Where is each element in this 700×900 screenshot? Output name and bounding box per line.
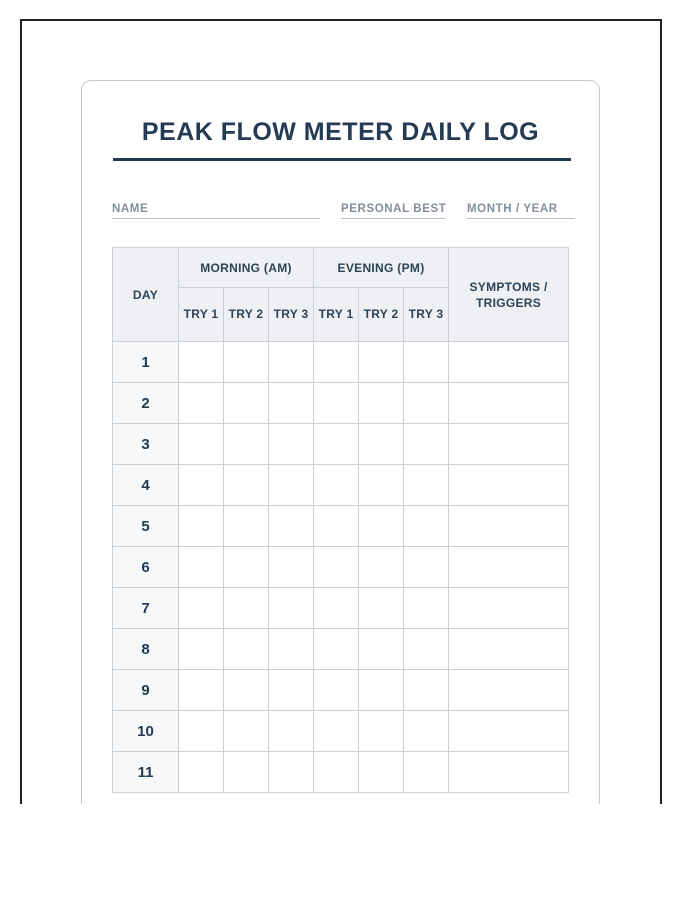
entry-cell[interactable] xyxy=(314,629,359,670)
entry-cell[interactable] xyxy=(269,506,314,547)
entry-cell[interactable] xyxy=(359,629,404,670)
entry-cell[interactable] xyxy=(359,547,404,588)
table-row xyxy=(113,588,569,629)
entry-cell[interactable] xyxy=(404,383,449,424)
entry-cell[interactable] xyxy=(404,629,449,670)
day-cell: 7 xyxy=(113,588,179,629)
symptoms-cell[interactable] xyxy=(449,383,569,424)
personal-best-field-label: PERSONAL BEST xyxy=(341,203,447,215)
entry-cell[interactable] xyxy=(224,588,269,629)
entry-cell[interactable] xyxy=(314,424,359,465)
day-cell: 8 xyxy=(113,629,179,670)
symptoms-cell[interactable] xyxy=(449,670,569,711)
day-cell: 1 xyxy=(113,342,179,383)
entry-cell[interactable] xyxy=(359,424,404,465)
entry-cell[interactable] xyxy=(359,752,404,793)
name-field[interactable] xyxy=(112,199,320,219)
entry-cell[interactable] xyxy=(404,670,449,711)
entry-cell[interactable] xyxy=(224,424,269,465)
symptoms-cell[interactable] xyxy=(449,629,569,670)
table-row xyxy=(113,670,569,711)
entry-cell[interactable] xyxy=(314,752,359,793)
table-row xyxy=(113,629,569,670)
entry-cell[interactable] xyxy=(179,342,224,383)
entry-cell[interactable] xyxy=(224,465,269,506)
peak-flow-log-table xyxy=(112,247,569,793)
entry-cell[interactable] xyxy=(269,465,314,506)
entry-cell[interactable] xyxy=(179,506,224,547)
entry-cell[interactable] xyxy=(224,752,269,793)
month-year-field[interactable] xyxy=(467,199,575,219)
entry-cell[interactable] xyxy=(269,670,314,711)
entry-cell[interactable] xyxy=(359,588,404,629)
evening-group-header: EVENING (PM) xyxy=(314,248,449,288)
entry-cell[interactable] xyxy=(179,547,224,588)
entry-cell[interactable] xyxy=(269,424,314,465)
entry-cell[interactable] xyxy=(224,670,269,711)
entry-cell[interactable] xyxy=(269,629,314,670)
entry-cell[interactable] xyxy=(314,547,359,588)
personal-best-field[interactable] xyxy=(341,199,445,219)
symptoms-cell[interactable] xyxy=(449,752,569,793)
entry-cell[interactable] xyxy=(404,547,449,588)
entry-cell[interactable] xyxy=(179,629,224,670)
entry-cell[interactable] xyxy=(179,424,224,465)
evening-try3-header: TRY 3 xyxy=(404,288,449,342)
table-row xyxy=(113,342,569,383)
symptoms-cell[interactable] xyxy=(449,424,569,465)
day-cell: 10 xyxy=(113,711,179,752)
entry-cell[interactable] xyxy=(359,670,404,711)
day-cell: 5 xyxy=(113,506,179,547)
day-cell: 3 xyxy=(113,424,179,465)
entry-cell[interactable] xyxy=(224,711,269,752)
evening-try1-header: TRY 1 xyxy=(314,288,359,342)
entry-cell[interactable] xyxy=(314,588,359,629)
entry-cell[interactable] xyxy=(179,465,224,506)
symptoms-cell[interactable] xyxy=(449,342,569,383)
entry-cell[interactable] xyxy=(404,424,449,465)
header-group-row xyxy=(113,248,569,288)
entry-cell[interactable] xyxy=(269,383,314,424)
day-column-header: DAY xyxy=(113,248,179,342)
symptoms-cell[interactable] xyxy=(449,711,569,752)
month-year-field-label: MONTH / YEAR xyxy=(467,203,558,215)
title-rule xyxy=(113,158,571,161)
morning-group-header: MORNING (AM) xyxy=(179,248,314,288)
entry-cell[interactable] xyxy=(179,383,224,424)
entry-cell[interactable] xyxy=(224,629,269,670)
symptoms-cell[interactable] xyxy=(449,588,569,629)
name-field-label: NAME xyxy=(112,203,149,215)
morning-try2-header: TRY 2 xyxy=(224,288,269,342)
entry-cell[interactable] xyxy=(404,711,449,752)
entry-cell[interactable] xyxy=(404,752,449,793)
day-cell: 9 xyxy=(113,670,179,711)
entry-cell[interactable] xyxy=(179,711,224,752)
entry-cell[interactable] xyxy=(269,752,314,793)
entry-cell[interactable] xyxy=(269,547,314,588)
day-cell: 6 xyxy=(113,547,179,588)
symptoms-cell[interactable] xyxy=(449,465,569,506)
entry-cell[interactable] xyxy=(404,342,449,383)
table-row xyxy=(113,465,569,506)
entry-cell[interactable] xyxy=(224,506,269,547)
table-row xyxy=(113,383,569,424)
entry-cell[interactable] xyxy=(314,670,359,711)
entry-cell[interactable] xyxy=(359,506,404,547)
entry-cell[interactable] xyxy=(224,547,269,588)
day-cell: 2 xyxy=(113,383,179,424)
evening-try2-header: TRY 2 xyxy=(359,288,404,342)
symptoms-column-header: SYMPTOMS / TRIGGERS xyxy=(449,248,569,342)
entry-cell[interactable] xyxy=(314,711,359,752)
entry-cell[interactable] xyxy=(269,711,314,752)
table-row xyxy=(113,752,569,793)
entry-cell[interactable] xyxy=(359,465,404,506)
table-row xyxy=(113,711,569,752)
entry-cell[interactable] xyxy=(179,670,224,711)
entry-cell[interactable] xyxy=(224,383,269,424)
entry-cell[interactable] xyxy=(314,383,359,424)
entry-cell[interactable] xyxy=(404,588,449,629)
entry-cell[interactable] xyxy=(179,588,224,629)
entry-cell[interactable] xyxy=(314,465,359,506)
entry-cell[interactable] xyxy=(314,506,359,547)
day-cell: 4 xyxy=(113,465,179,506)
log-sheet-card xyxy=(81,80,600,804)
entry-cell[interactable] xyxy=(224,342,269,383)
entry-cell[interactable] xyxy=(359,711,404,752)
entry-cell[interactable] xyxy=(359,383,404,424)
morning-try1-header: TRY 1 xyxy=(179,288,224,342)
entry-cell[interactable] xyxy=(314,342,359,383)
table-row xyxy=(113,424,569,465)
symptoms-cell[interactable] xyxy=(449,506,569,547)
table-row xyxy=(113,547,569,588)
symptoms-cell[interactable] xyxy=(449,547,569,588)
entry-cell[interactable] xyxy=(269,342,314,383)
page-title: PEAK FLOW METER DAILY LOG xyxy=(141,118,540,146)
table-row xyxy=(113,506,569,547)
day-cell: 11 xyxy=(113,752,179,793)
morning-try3-header: TRY 3 xyxy=(269,288,314,342)
entry-cell[interactable] xyxy=(404,465,449,506)
entry-cell[interactable] xyxy=(404,506,449,547)
entry-cell[interactable] xyxy=(269,588,314,629)
entry-cell[interactable] xyxy=(179,752,224,793)
entry-cell[interactable] xyxy=(359,342,404,383)
